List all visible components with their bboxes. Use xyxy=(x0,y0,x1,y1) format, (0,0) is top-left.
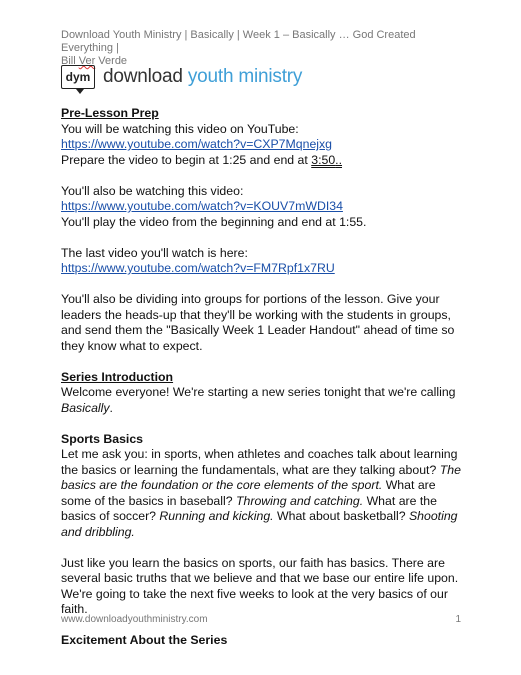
sports-text-a: Let me ask you: in sports, when athletes and coaches talk about learning the basics or learning the fundamentals, what are they talking about? xyxy=(61,447,458,477)
excitement-heading: Excitement About the Series xyxy=(61,633,228,647)
faith-basics-paragraph: Just like you learn the basics on sports, our faith has basics. There are several basic truths that we believe and that we base our entire life upon. We're going to take the next five weeks to look at the very basics of our faith. xyxy=(61,555,459,616)
prep-video-2 xyxy=(61,184,461,231)
dym-logo-mark: dym xyxy=(61,65,95,89)
dym-logo xyxy=(61,64,302,90)
prep-end-time: 3:50 xyxy=(311,152,336,167)
dym-logo-wordmark xyxy=(103,66,302,88)
series-title: Basically xyxy=(61,400,110,415)
prep-line-2-dots: .. xyxy=(335,152,343,167)
document-body xyxy=(61,106,461,664)
sports-heading: Sports Basics xyxy=(61,431,144,446)
sports-answer-baseball: Throwing and catching. xyxy=(236,493,364,508)
prep-line-4: You'll play the video from the beginning and end at 1:55. xyxy=(61,214,367,229)
sports-text-e: What are the basics of soccer? xyxy=(61,493,437,523)
logo-word-download: download xyxy=(103,66,183,87)
intro-text-end: . xyxy=(109,400,113,415)
page-number: 1 xyxy=(455,614,461,625)
prep-line-2 xyxy=(61,153,342,167)
prep-section xyxy=(61,106,461,168)
sports-text-c: What are some of the basics in baseball? xyxy=(61,478,436,508)
video-link-1[interactable]: https://www.youtube.com/watch?v=CXP7Mqnejxg xyxy=(61,137,333,151)
prep-video-3 xyxy=(61,246,461,277)
prep-line-1: You will be watching this video on YouTube: xyxy=(61,121,299,136)
intro-heading: Series Introduction xyxy=(61,369,174,384)
page-footer xyxy=(61,614,461,625)
sports-answer-basics: The basics are the foundation or the core elements of the sport. xyxy=(61,462,461,492)
excitement-section xyxy=(61,633,461,649)
prep-line-5: The last video you'll watch is here: xyxy=(61,245,248,260)
video-link-3[interactable]: https://www.youtube.com/watch?v=FM7Rpf1x7RU xyxy=(61,261,335,275)
sports-answer-basketball: Shooting and dribbling. xyxy=(61,509,458,539)
header-author-spellcheck: Ver xyxy=(78,55,96,67)
intro-text: Welcome everyone! We're starting a new series tonight that we're calling xyxy=(61,385,456,399)
prep-heading: Pre-Lesson Prep xyxy=(61,106,159,120)
header-author-first: Bill xyxy=(61,55,79,67)
sports-answer-soccer: Running and kicking. xyxy=(159,509,274,523)
logo-word-youth-ministry: youth ministry xyxy=(182,66,303,87)
footer-site: www.downloadyouthministry.com xyxy=(61,614,208,625)
prep-line-2-text: Prepare the video to begin at 1:25 and end at xyxy=(61,152,312,167)
sports-text-g: What about basketball? xyxy=(273,509,409,523)
running-header xyxy=(61,29,461,68)
prep-line-3: You'll also be watching this video: xyxy=(61,183,244,198)
header-author-last: Verde xyxy=(95,55,128,67)
video-link-2[interactable]: https://www.youtube.com/watch?v=KOUV7mWDI34 xyxy=(61,199,343,213)
sports-section xyxy=(61,432,461,541)
header-line-1: Download Youth Ministry | Basically | Week 1 – Basically … God Created Everything | xyxy=(61,29,416,54)
prep-groups-paragraph: You'll also be dividing into groups for portions of the lesson. Give your leaders the heads-up that they'll be working with the students in groups, and send them the "Basically Week 1 Leader Handout" ahead of time so they know what to expect. xyxy=(61,292,455,353)
intro-section xyxy=(61,370,461,417)
